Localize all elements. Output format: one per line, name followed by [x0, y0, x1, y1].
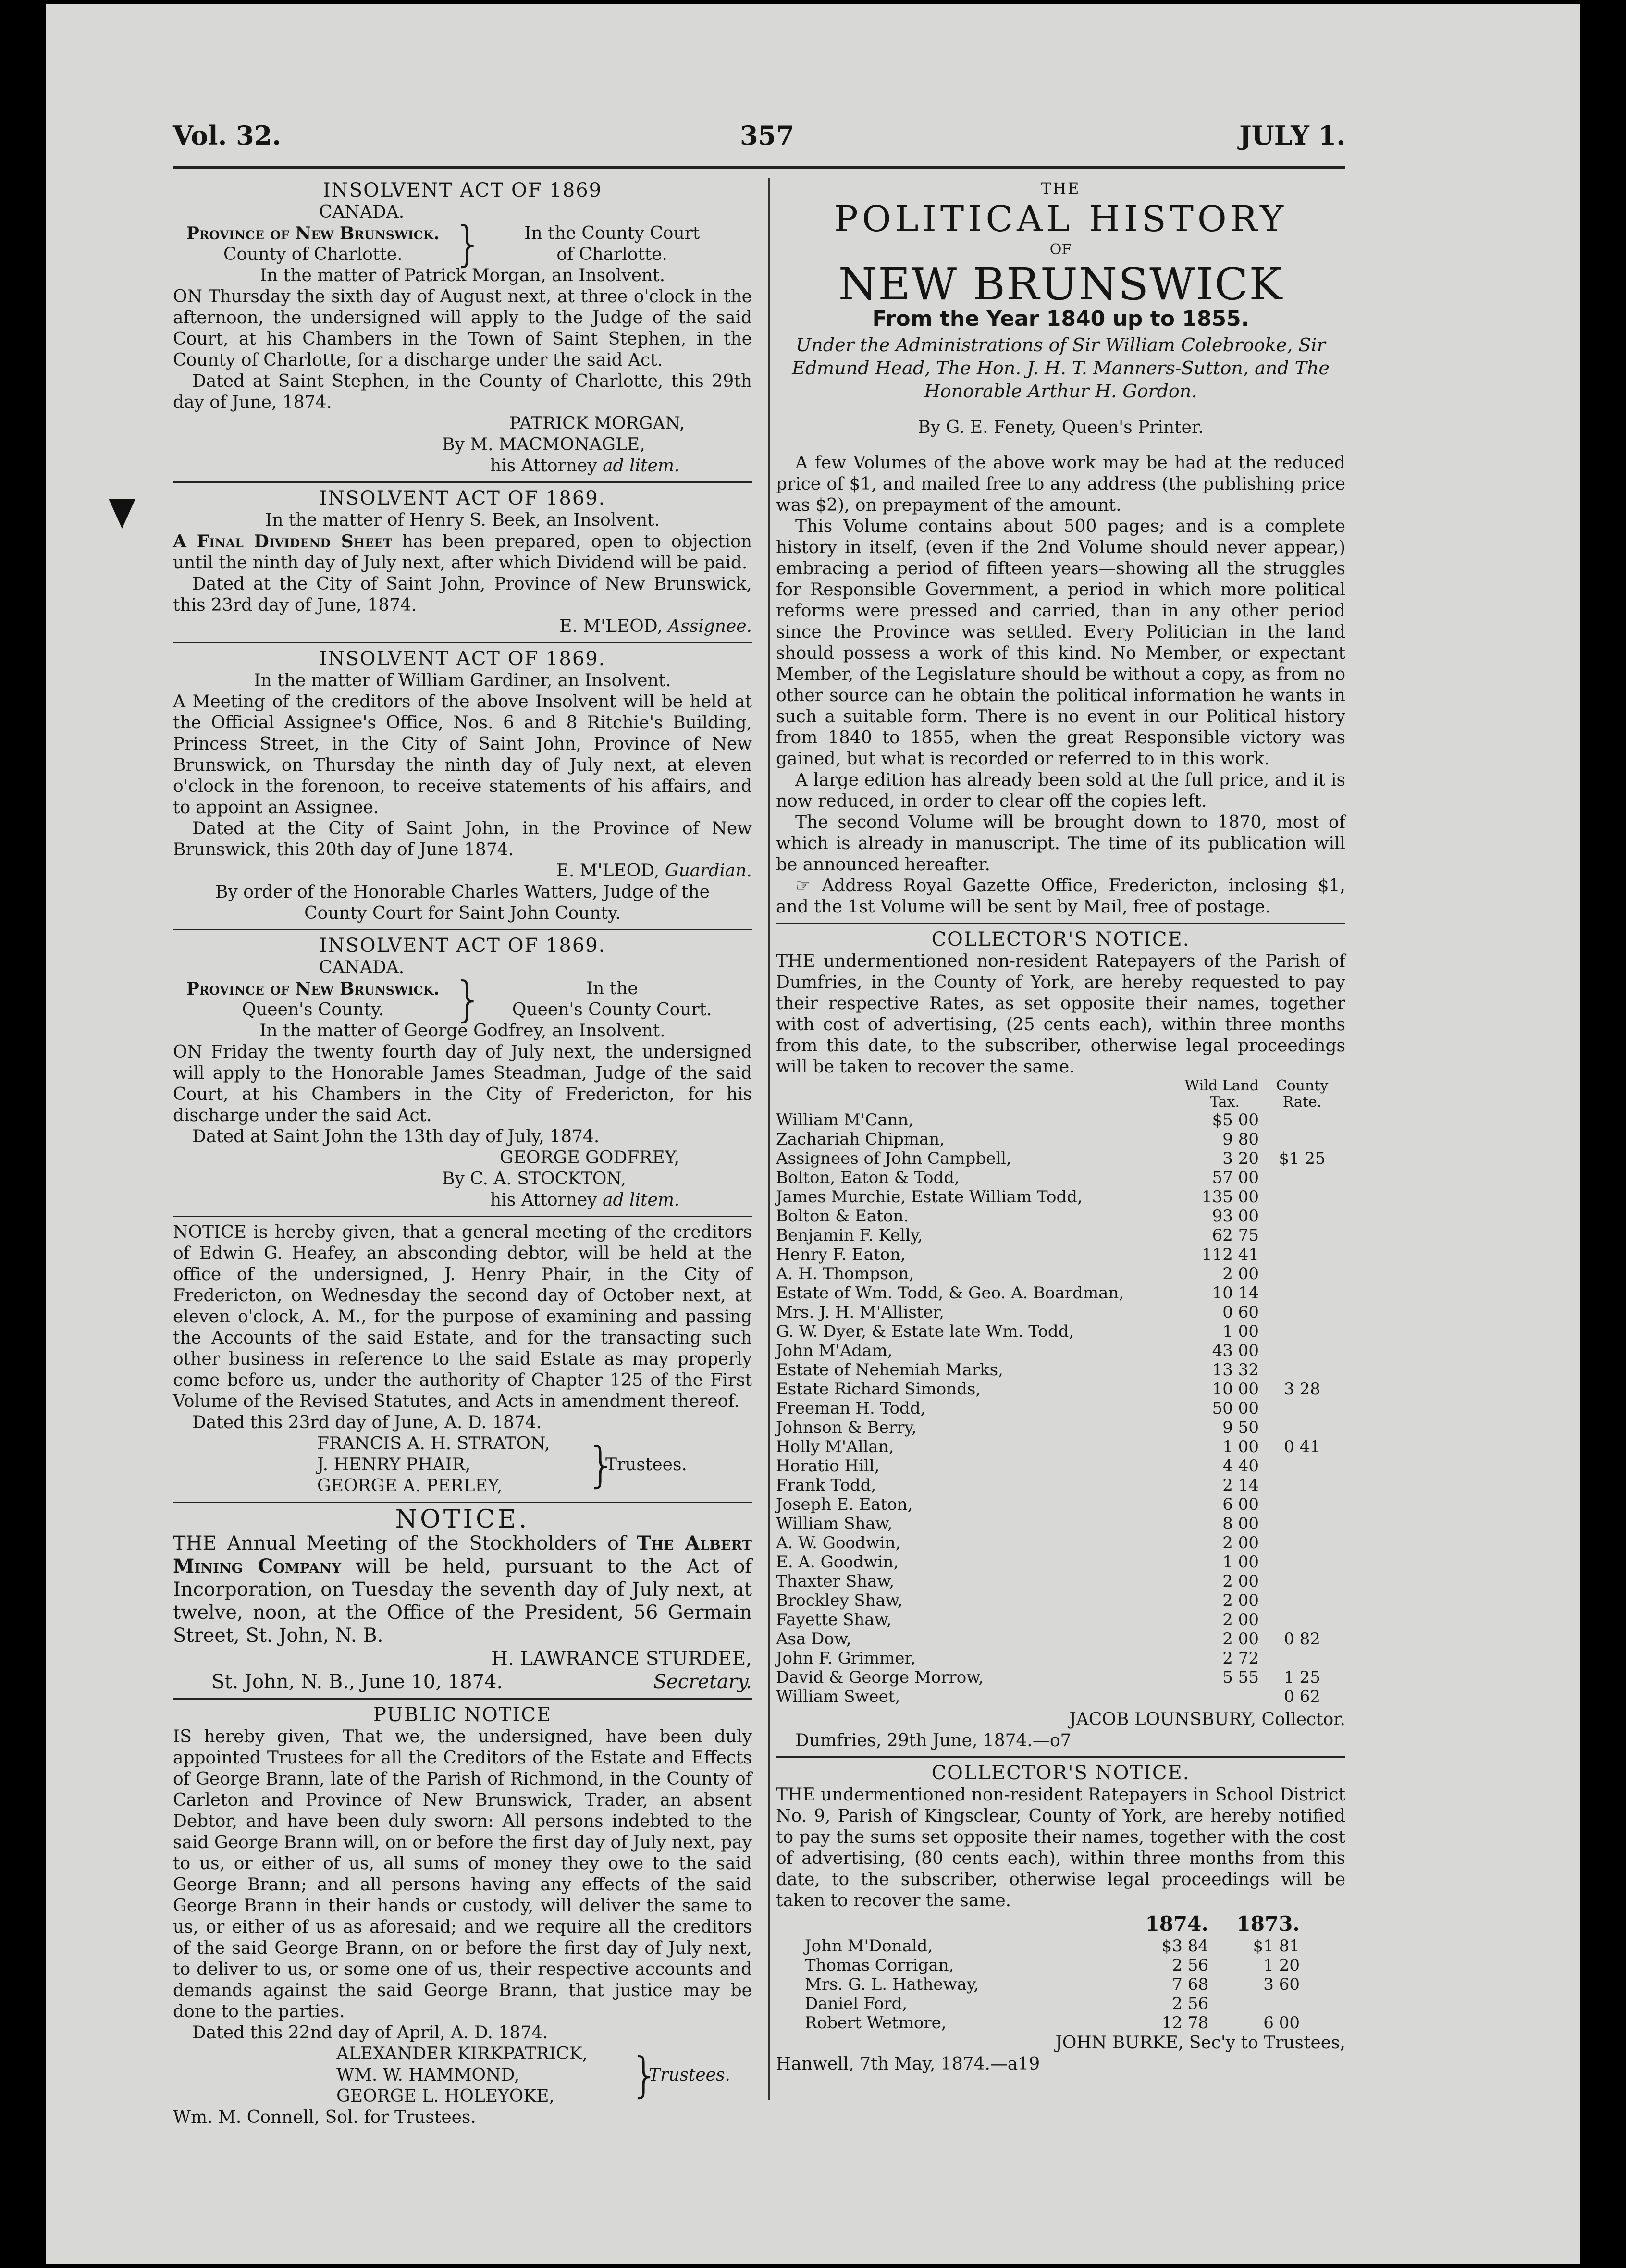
table-row — [776, 1591, 1345, 1610]
county-rate — [1259, 1476, 1345, 1495]
matter-line: In the matter of Henry S. Beek, an Insolvent. — [265, 510, 660, 530]
wild-land-tax: 0 60 — [1222, 1303, 1259, 1322]
table-row — [776, 1168, 1345, 1187]
amount-1874: 2 56 — [1172, 1994, 1208, 2013]
ratepayer-name: John M'Donald, — [805, 1936, 933, 1956]
county-rate: 1 25 — [1284, 1668, 1320, 1687]
column-header-tax: Wild Land — [1184, 1077, 1259, 1094]
table-row — [805, 1994, 1300, 2013]
ratepayer-name: Assignees of John Campbell, — [776, 1149, 1011, 1168]
section-rule — [173, 1698, 752, 1700]
table-row — [776, 1207, 1345, 1226]
trustees-block — [173, 2044, 752, 2107]
advert-the: THE — [1041, 179, 1081, 197]
column-header-1874: 1874. — [1145, 1912, 1208, 1935]
ratepayer-table — [776, 1078, 1345, 1706]
column-header-tax-2: Tax. — [1209, 1094, 1240, 1110]
trustees-block — [173, 1433, 752, 1497]
table-row — [805, 1956, 1300, 1975]
right-column — [776, 178, 1345, 2075]
signature-role: Secretary. — [653, 1671, 752, 1693]
county-rate — [1259, 1226, 1345, 1245]
ratepayer-name: Bolton & Eaton. — [776, 1207, 909, 1226]
table-row — [776, 1264, 1345, 1283]
ratepayer-name: Estate Richard Simonds, — [776, 1380, 981, 1399]
table-row — [776, 1226, 1345, 1245]
ratepayer-name: Thomas Corrigan, — [805, 1956, 954, 1975]
wild-land-tax — [1148, 1687, 1259, 1706]
wild-land-tax: 10 00 — [1212, 1380, 1259, 1399]
advert-subtitle: Under the Administrations of Sir William Colebrooke, Sir Edmund Head, The Hon. J. H. T. Manners-Sutton, and The Honorable Arthur H. Gordon. — [792, 334, 1330, 402]
table-row — [776, 1322, 1345, 1341]
county-rate — [1259, 1572, 1345, 1591]
amount-1873: 6 00 — [1263, 2013, 1300, 2033]
public-notice-brann — [173, 1704, 752, 2128]
dated-line: Dated at the City of Saint John, Province of New Brunswick, this 23rd day of June, 1874. — [173, 574, 752, 615]
brace-glyph: } — [629, 2047, 660, 2103]
header-rule — [173, 166, 1345, 169]
county-label: County of Charlotte. — [223, 245, 403, 264]
wild-land-tax: 5 55 — [1222, 1668, 1259, 1687]
county-rate — [1259, 1456, 1345, 1476]
county-rate — [1259, 1245, 1345, 1264]
dated-line: Dated this 23rd day of June, A. D. 1874. — [192, 1413, 542, 1432]
table-row — [776, 1533, 1345, 1553]
ad-litem: ad litem. — [603, 1190, 680, 1210]
ratepayer-name: Joseph E. Eaton, — [776, 1495, 913, 1514]
left-column — [173, 178, 752, 2128]
jurisdiction-block — [173, 216, 752, 272]
wild-land-tax: 2 00 — [1222, 1610, 1259, 1629]
trustee-name: ALEXANDER KIRKPATRICK, — [336, 2044, 588, 2064]
amount-1874: $3 84 — [1161, 1936, 1208, 1956]
signature-role: Assignee. — [668, 616, 752, 636]
county-rate: 0 82 — [1284, 1629, 1320, 1649]
county-rate: 0 41 — [1284, 1437, 1320, 1456]
ratepayer-name: John F. Grimmer, — [776, 1649, 916, 1668]
notice-title: COLLECTOR'S NOTICE. — [931, 1762, 1190, 1784]
notice-body: THE undermentioned non-resident Ratepayers in School District No. 9, Parish of Kingsclear, County of York, are hereby notified to pay the sums set opposite their names, together with the cost of advertising, (80 cents each), within three months from this date, to the subscriber, otherwise legal proceedings will be taken to recover the same. — [776, 1785, 1345, 1911]
wild-land-tax: $5 00 — [1212, 1110, 1259, 1130]
dated-line: Dated at Saint Stephen, in the County of Charlotte, this 29th day of June, 1874. — [173, 371, 752, 412]
ratepayer-name: Daniel Ford, — [805, 1994, 908, 2013]
attorney-label: his Attorney — [490, 456, 603, 476]
matter-line: In the matter of William Gardiner, an Insolvent. — [254, 671, 671, 690]
stockholders-meeting-notice — [173, 1505, 752, 1693]
wild-land-tax: 2 00 — [1222, 1572, 1259, 1591]
wild-land-tax: 112 41 — [1202, 1245, 1259, 1264]
notice-body: ON Friday the twenty fourth day of July next, the undersigned will apply to the Honorable James Steadman, Judge of the said Court, at his Chambers in the City of Fredericton, for his discharge under the said Act. — [173, 1042, 752, 1125]
column-header-1873: 1873. — [1236, 1912, 1300, 1935]
notice-title: INSOLVENT ACT OF 1869. — [319, 487, 606, 509]
county-rate — [1259, 1303, 1345, 1322]
wild-land-tax: 2 72 — [1222, 1649, 1259, 1668]
county-rate — [1259, 1187, 1345, 1207]
county-rate — [1259, 1264, 1345, 1283]
county-rate — [1259, 1341, 1345, 1360]
table-row — [776, 1418, 1345, 1437]
advert-place: NEW BRUNSWICK — [838, 259, 1283, 310]
ratepayer-name: Horatio Hill, — [776, 1456, 880, 1476]
brace-glyph: } — [453, 971, 484, 1027]
canada-label: CANADA. — [319, 202, 405, 222]
place-date: Hanwell, 7th May, 1874.—a19 — [776, 2054, 1040, 2074]
section-rule — [776, 1756, 1345, 1758]
signature-attorney: By M. MACMONAGLE, — [442, 435, 645, 455]
wild-land-tax: 1 00 — [1222, 1322, 1259, 1341]
table-row — [776, 1399, 1345, 1418]
advert-title: POLITICAL HISTORY — [834, 198, 1287, 240]
signature-name: E. M'LEOD, — [559, 616, 668, 636]
insolvent-notice-gardiner — [173, 648, 752, 924]
table-row — [776, 1476, 1345, 1495]
table-row — [776, 1110, 1345, 1130]
ratepayer-name: Johnson & Berry, — [776, 1418, 917, 1437]
advert-years: From the Year 1840 up to 1855. — [872, 307, 1249, 331]
attorney-label: his Attorney — [490, 1190, 603, 1210]
table-row — [805, 1936, 1300, 1956]
court-label-2: Queen's County Court. — [512, 1000, 712, 1020]
county-rate — [1259, 1168, 1345, 1187]
table-row — [805, 1975, 1300, 1994]
wild-land-tax: 8 00 — [1222, 1514, 1259, 1533]
ratepayer-name: Frank Todd, — [776, 1476, 876, 1495]
wild-land-tax: 13 32 — [1212, 1360, 1259, 1380]
issue-date: JULY 1. — [1239, 120, 1345, 151]
canada-label: CANADA. — [319, 958, 405, 977]
table-row — [776, 1610, 1345, 1629]
county-rate — [1259, 1399, 1345, 1418]
column-header-rate: County — [1276, 1077, 1329, 1094]
advert-paragraph: Address Royal Gazette Office, Fredericton, inclosing $1, and the 1st Volume will be sent by Mail, free of postage. — [776, 876, 1345, 917]
wild-land-tax: 43 00 — [1212, 1341, 1259, 1360]
ratepayer-name: Holly M'Allan, — [776, 1437, 894, 1456]
county-rate — [1259, 1610, 1345, 1629]
county-rate — [1259, 1495, 1345, 1514]
table-row — [776, 1245, 1345, 1264]
wild-land-tax: 135 00 — [1202, 1187, 1259, 1207]
column-header-rate-2: Rate. — [1282, 1094, 1322, 1110]
table-row — [776, 1668, 1345, 1687]
signature-name: PATRICK MORGAN, — [509, 414, 685, 433]
notice-title: INSOLVENT ACT OF 1869. — [319, 648, 606, 670]
table-row — [776, 1649, 1345, 1668]
county-rate — [1259, 1649, 1345, 1668]
ratepayer-name: Brockley Shaw, — [776, 1591, 903, 1610]
county-rate — [1259, 1207, 1345, 1226]
table-row — [776, 1456, 1345, 1476]
collector-signature: JACOB LOUNSBURY, Collector. — [1069, 1710, 1345, 1729]
ratepayer-name: Zachariah Chipman, — [776, 1130, 945, 1149]
table-row — [776, 1629, 1345, 1649]
notice-body-end: will be held, pursuant to the Act of Incorporation, on Tuesday the seventh day of July next, at twelve, noon, at the Office of the President, 56 Germain Street, St. John, N. B. — [173, 1555, 752, 1647]
amount-1873 — [1208, 1994, 1300, 2013]
company-name: The Albert Mining Company — [173, 1532, 752, 1578]
table-row — [776, 1514, 1345, 1533]
dated-line: Dated at Saint John the 13th day of July, 1874. — [192, 1127, 600, 1146]
advert-of: OF — [1049, 241, 1072, 258]
table-row — [776, 1380, 1345, 1399]
section-rule — [173, 1502, 752, 1503]
section-rule — [173, 642, 752, 643]
table-row — [776, 1149, 1345, 1168]
wild-land-tax: 57 00 — [1212, 1168, 1259, 1187]
notice-body: NOTICE is hereby given, that a general meeting of the creditors of Edwin G. Heafey, an absconding debtor, will be held at the office of the undersigned, J. Henry Phair, in the City of Fredericton, on Wednesday the second day of October next, at eleven o'clock, A. M., for the purpose of examining and passing the Accounts of the said Estate, and for the transacting such other business in reference to the said Estate as may properly come before us, under the authority of Chapter 125 of the First Volume of the Revised Statutes, and Acts in amendment thereof. — [173, 1222, 752, 1411]
notice-body: has been prepared, open to objection until the ninth day of July next, after which Dividend will be paid. — [173, 532, 752, 573]
place-date: St. John, N. B., June 10, 1874. — [211, 1671, 503, 1693]
matter-line: In the matter of Patrick Morgan, an Insolvent. — [259, 266, 665, 285]
political-history-advert — [776, 178, 1345, 918]
table-row — [776, 1437, 1345, 1456]
ratepayer-name: A. W. Goodwin, — [776, 1533, 901, 1553]
signature-name: GEORGE GODFREY, — [500, 1148, 680, 1168]
table-row — [776, 1341, 1345, 1360]
advert-author: By G. E. Fenety, Queen's Printer. — [918, 418, 1204, 437]
ratepayer-name: Freeman H. Todd, — [776, 1399, 926, 1418]
wild-land-tax: 2 14 — [1222, 1476, 1259, 1495]
province-label: Province of New Brunswick. — [186, 223, 440, 244]
trustee-name: GEORGE L. HOLEYOKE, — [336, 2086, 554, 2106]
volume-number: Vol. 32. — [173, 120, 282, 151]
section-rule — [173, 481, 752, 483]
wild-land-tax: 2 00 — [1222, 1591, 1259, 1610]
place-date: Dumfries, 29th June, 1874.—o7 — [795, 1731, 1072, 1750]
table-row — [776, 1572, 1345, 1591]
county-rate — [1259, 1591, 1345, 1610]
trustee-name: J. HENRY PHAIR, — [317, 1455, 471, 1475]
pointing-hand-icon: ☞ — [795, 876, 822, 896]
table-row — [776, 1303, 1345, 1322]
county-rate — [1259, 1553, 1345, 1572]
county-rate — [1259, 1283, 1345, 1303]
section-rule — [173, 1216, 752, 1217]
brace-glyph: } — [586, 1437, 617, 1493]
table-row — [776, 1187, 1345, 1207]
ratepayer-name: Thaxter Shaw, — [776, 1572, 895, 1591]
notice-title: PUBLIC NOTICE — [373, 1704, 552, 1726]
advert-paragraph: This Volume contains about 500 pages; and is a complete history in itself, (even if the 2nd Volume should never appear,) embracing a period of fifteen years—showing all the struggles for Responsible Government, a period in which more political reforms were pressed and carried, than in any other period since the Province was settled. Every Politician in the land should possess a work of this kind. No Member, or expectant Member, of the Legislature should be without a copy, as from no other source can he obtain the political information he wants in such a suitable form. There is no event in our Political history from 1840 to 1855, when the great Responsible victory was gained, but what is recorded or referred to in this work. — [776, 517, 1345, 769]
wild-land-tax: 1 00 — [1222, 1437, 1259, 1456]
amount-1874: 12 78 — [1161, 2013, 1208, 2033]
dated-line: Dated this 22nd day of April, A. D. 1874. — [192, 2023, 548, 2043]
wild-land-tax: 9 50 — [1222, 1418, 1259, 1437]
wild-land-tax: 2 00 — [1222, 1264, 1259, 1283]
amount-1873: 3 60 — [1263, 1975, 1300, 1994]
county-rate: 3 28 — [1284, 1380, 1320, 1399]
ratepayer-name: John M'Adam, — [776, 1341, 893, 1360]
court-order-line: By order of the Honorable Charles Watters, Judge of the County Court for Saint John County. — [215, 882, 710, 923]
table-row — [776, 1360, 1345, 1380]
ratepayer-name: Asa Dow, — [776, 1629, 851, 1649]
section-rule — [173, 929, 752, 930]
wild-land-tax: 3 20 — [1222, 1149, 1259, 1168]
notice-title: INSOLVENT ACT OF 1869. — [319, 935, 606, 957]
page-number: 357 — [740, 120, 794, 151]
creditors-meeting-notice — [173, 1222, 752, 1497]
ratepayer-name: Bolton, Eaton & Todd, — [776, 1168, 960, 1187]
court-label: In the — [586, 979, 638, 998]
ratepayer-name: Estate of Nehemiah Marks, — [776, 1360, 1003, 1380]
wild-land-tax: 10 14 — [1212, 1283, 1259, 1303]
ratepayer-name: G. W. Dyer, & Estate late Wm. Todd, — [776, 1322, 1074, 1341]
county-rate — [1259, 1322, 1345, 1341]
table-row — [776, 1553, 1345, 1572]
wild-land-tax: 50 00 — [1212, 1399, 1259, 1418]
county-rate: 0 62 — [1284, 1687, 1320, 1706]
advert-paragraph: The second Volume will be brought down to 1870, most of which is already in manuscript. The time of its publication will be announced hereafter. — [776, 813, 1345, 875]
signature-name: E. M'LEOD, — [556, 861, 665, 881]
trustees-label: Trustees. — [649, 2065, 730, 2085]
dated-line: Dated at the City of Saint John, in the Province of New Brunswick, this 20th day of June 1874. — [173, 819, 752, 860]
court-label-2: of Charlotte. — [556, 245, 668, 264]
province-label: Province of New Brunswick. — [186, 979, 440, 999]
wild-land-tax: 4 40 — [1222, 1456, 1259, 1476]
wild-land-tax: 9 80 — [1222, 1130, 1259, 1149]
county-rate — [1259, 1533, 1345, 1553]
notice-body: THE undermentioned non-resident Ratepayers of the Parish of Dumfries, in the County of York, are hereby requested to pay their respective Rates, as set opposite their names, together with cost of advertising, (25 cents each), within three months from this date, to the subscriber, otherwise legal proceedings will be taken to recover the same. — [776, 951, 1345, 1077]
notice-title: NOTICE. — [395, 1505, 530, 1534]
page-header — [173, 120, 1345, 163]
signature-attorney: By C. A. STOCKTON, — [442, 1169, 627, 1189]
notice-body-start: THE Annual Meeting of the Stockholders of — [173, 1532, 637, 1554]
county-rate — [1259, 1110, 1345, 1130]
ratepayer-name: Benjamin F. Kelly, — [776, 1226, 923, 1245]
dividend-lead: A Final Dividend Sheet — [173, 531, 393, 552]
trustee-name: FRANCIS A. H. STRATON, — [317, 1434, 550, 1454]
ad-litem: ad litem. — [603, 456, 680, 476]
advert-paragraph: A few Volumes of the above work may be had at the reduced price of $1, and mailed free to any address (the publishing price was $2), on prepayment of the amount. — [776, 453, 1345, 515]
amount-1873: 1 20 — [1263, 1956, 1300, 1975]
ratepayer-name: William Shaw, — [776, 1514, 893, 1533]
table-row — [776, 1283, 1345, 1303]
collector-notice-dumfries — [776, 929, 1345, 1751]
amount-1873: $1 81 — [1253, 1936, 1300, 1956]
secretary-signature: JOHN BURKE, Sec'y to Trustees, — [1055, 2033, 1345, 2053]
section-rule — [776, 923, 1345, 924]
notice-title: COLLECTOR'S NOTICE. — [931, 928, 1190, 950]
ratepayer-name: Henry F. Eaton, — [776, 1245, 906, 1264]
ratepayer-name: William M'Cann, — [776, 1110, 914, 1130]
ratepayer-name: Estate of Wm. Todd, & Geo. A. Boardman, — [776, 1283, 1124, 1303]
jurisdiction-block — [173, 971, 752, 1027]
table-row — [805, 2013, 1300, 2033]
insolvent-notice-beek — [173, 488, 752, 637]
ratepayer-name: William Sweet, — [776, 1687, 900, 1706]
collector-notice-kingsclear — [776, 1763, 1345, 2075]
insolvent-notice-godfrey — [173, 935, 752, 1211]
amount-1874: 2 56 — [1172, 1956, 1208, 1975]
ratepayer-name: David & George Morrow, — [776, 1668, 984, 1687]
wild-land-tax: 2 00 — [1222, 1629, 1259, 1649]
column-divider — [768, 178, 770, 2100]
ratepayer-name: Robert Wetmore, — [805, 2013, 947, 2033]
amount-1874: 7 68 — [1172, 1975, 1208, 1994]
table-row — [776, 1495, 1345, 1514]
insolvent-notice-morgan — [173, 180, 752, 477]
county-rate — [1259, 1360, 1345, 1380]
advert-paragraph: A large edition has already been sold at the full price, and it is now reduced, in order to clear off the copies left. — [776, 770, 1345, 811]
wild-land-tax: 62 75 — [1212, 1226, 1259, 1245]
wild-land-tax: 93 00 — [1212, 1207, 1259, 1226]
notice-title: INSOLVENT ACT OF 1869 — [322, 179, 603, 201]
ratepayer-table — [805, 1911, 1300, 2033]
wild-land-tax: 6 00 — [1222, 1495, 1259, 1514]
notice-body: IS hereby given, That we, the undersigned, have been duly appointed Trustees for all the Creditors of the Estate and Effects of George Brann, late of the Parish of Richmond, in the County of Carleton and Province of New Brunswick, Trader, an absent Debtor, and have been duly sworn: All persons indebted to the said George Brann will, on or before the first day of July next, pay to us, or either of us, all sums of money they owe to the said George Brann; and all persons having any effects of the said George Brann in their hands or custody, will deliver the same to us, or either of us as aforesaid; and we require all the creditors of the said George Brann, on or before the first day of July next, to deliver to us, or some one of us, their respective accounts and demands against the said George Brann, that justice may be done to the parties. — [173, 1727, 752, 2021]
trustee-name: WM. W. HAMMOND, — [336, 2065, 520, 2085]
county-rate — [1259, 1130, 1345, 1149]
county-label: Queen's County. — [242, 1000, 384, 1020]
signature-name: H. LAWRANCE STURDEE, — [491, 1648, 752, 1670]
trustees-label: Trustees. — [605, 1455, 687, 1475]
county-rate — [1259, 1418, 1345, 1437]
page-edge-arrow-icon — [109, 499, 136, 529]
ratepayer-name: E. A. Goodwin, — [776, 1553, 899, 1572]
court-label: In the County Court — [524, 223, 700, 243]
signature-role: Guardian. — [665, 861, 752, 881]
ratepayer-name: James Murchie, Estate William Todd, — [776, 1187, 1083, 1207]
wild-land-tax: 1 00 — [1222, 1553, 1259, 1572]
solicitor-line: Wm. M. Connell, Sol. for Trustees. — [173, 2108, 476, 2127]
table-row — [776, 1687, 1345, 1706]
wild-land-tax: 2 00 — [1222, 1533, 1259, 1553]
county-rate — [1259, 1514, 1345, 1533]
ratepayer-name: Mrs. J. H. M'Allister, — [776, 1303, 944, 1322]
ratepayer-name: Fayette Shaw, — [776, 1610, 892, 1629]
notice-body: ON Thursday the sixth day of August next, at three o'clock in the afternoon, the undersigned will apply to the Judge of the said Court, at his Chambers in the Town of Saint Stephen, in the County of Charlotte, for a discharge under the said Act. — [173, 287, 752, 370]
brace-glyph: } — [453, 216, 484, 272]
trustee-name: GEORGE A. PERLEY, — [317, 1476, 503, 1496]
matter-line: In the matter of George Godfrey, an Insolvent. — [259, 1021, 665, 1041]
table-row — [776, 1130, 1345, 1149]
ratepayer-name: Mrs. G. L. Hatheway, — [805, 1975, 979, 1994]
ratepayer-name: A. H. Thompson, — [776, 1264, 914, 1283]
county-rate: $1 25 — [1279, 1149, 1326, 1168]
notice-body: A Meeting of the creditors of the above Insolvent will be held at the Official Assignee's Office, Nos. 6 and 8 Ritchie's Building, Princess Street, in the City of Saint John, Province of New Brunswick, on Thursday the ninth day of July next, at eleven o'clock in the forenoon, to receive statements of his affairs, and to appoint an Assignee. — [173, 692, 752, 817]
